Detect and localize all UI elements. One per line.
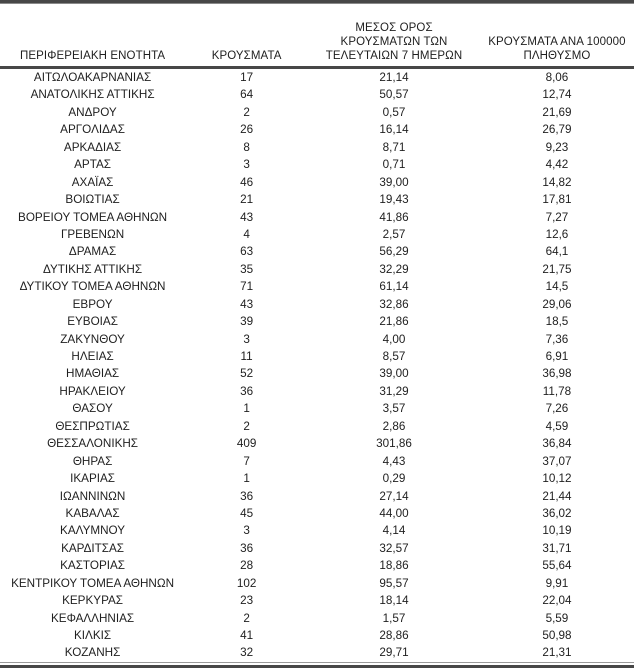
cell-regional-unit: ΚΟΖΑΝΗΣ — [64, 646, 121, 660]
cell-7day-average: 50,57 — [379, 88, 409, 102]
cell-cases: 64 — [240, 88, 254, 102]
cell-cases-per-100000: 8,06 — [545, 71, 569, 84]
table-row — [0, 104, 634, 121]
cell-cases: 17 — [240, 71, 254, 84]
table-row — [0, 627, 634, 644]
cell-cases-per-100000: 55,64 — [542, 559, 572, 573]
cell-regional-unit: ΚΙΛΚΙΣ — [74, 629, 112, 642]
table-row — [0, 121, 634, 138]
cell-cases-per-100000: 21,44 — [542, 489, 572, 503]
cell-regional-unit: ΙΩΑΝΝΙΝΩΝ — [59, 489, 126, 503]
cell-cases: 43 — [240, 210, 254, 224]
cell-regional-unit: ΙΚΑΡΙΑΣ — [70, 472, 116, 486]
cell-cases: 23 — [240, 594, 254, 608]
cell-cases-per-100000: 18,5 — [545, 315, 569, 329]
table-row — [0, 174, 634, 191]
cell-regional-unit: ΔΡΑΜΑΣ — [68, 245, 117, 259]
table-row — [0, 313, 634, 330]
cell-regional-unit: ΚΑΒΑΛΑΣ — [65, 506, 120, 520]
cell-cases: 3 — [243, 158, 250, 172]
cell-cases-per-100000: 4,42 — [545, 158, 569, 172]
cell-cases-per-100000: 36,02 — [542, 506, 572, 520]
table-row — [0, 418, 634, 435]
table-row — [0, 522, 634, 539]
cell-cases: 36 — [240, 541, 254, 555]
table-row — [0, 296, 634, 313]
table-row — [0, 540, 634, 557]
table-row — [0, 348, 634, 365]
cell-regional-unit: ΑΡΓΟΛΙΔΑΣ — [60, 123, 125, 137]
header-line: ΠΛΗΘΥΣΜΟ — [523, 50, 591, 62]
cell-cases: 7 — [243, 454, 250, 468]
cell-cases-per-100000: 12,6 — [545, 227, 569, 241]
cell-regional-unit: ΒΟΡΕΙΟΥ ΤΟΜΕΑ ΑΘΗΝΩΝ — [18, 210, 168, 224]
cell-cases-per-100000: 31,71 — [542, 541, 572, 555]
table-row — [0, 383, 634, 400]
cell-cases: 28 — [240, 559, 254, 573]
cell-regional-unit: ΑΡΚΑΔΙΑΣ — [63, 140, 122, 154]
header-line: ΚΡΟΥΣΜΑΤΑ ΑΝΑ 100000 — [488, 36, 626, 48]
cell-cases: 8 — [243, 140, 250, 154]
cell-cases: 2 — [243, 611, 250, 625]
cell-regional-unit: ΚΑΛΥΜΝΟΥ — [60, 524, 126, 538]
cell-cases-per-100000: 12,74 — [542, 88, 572, 102]
cell-7day-average: 56,29 — [379, 245, 409, 259]
table-body — [0, 69, 634, 662]
cell-7day-average: 1,57 — [382, 611, 406, 625]
column-header-7day-average — [308, 21, 480, 63]
cell-cases-per-100000: 7,27 — [545, 210, 569, 224]
cell-cases: 46 — [240, 175, 254, 189]
table-row — [0, 400, 634, 417]
table-row — [0, 644, 634, 661]
cell-regional-unit: ΑΙΤΩΛΟΑΚΑΡΝΑΝΙΑΣ — [33, 71, 152, 84]
table-row — [0, 139, 634, 156]
cell-cases: 1 — [243, 472, 250, 486]
cell-7day-average: 27,14 — [379, 489, 409, 503]
column-header-cases — [185, 49, 308, 63]
cell-7day-average: 2,86 — [382, 419, 406, 433]
cell-7day-average: 32,86 — [379, 297, 409, 311]
cell-regional-unit: ΒΟΙΩΤΙΑΣ — [65, 193, 120, 207]
cell-regional-unit: ΘΕΣΠΡΩΤΙΑΣ — [55, 419, 130, 433]
cell-cases-per-100000: 6,91 — [545, 350, 569, 363]
cell-7day-average: 41,86 — [379, 210, 409, 224]
cell-cases: 45 — [240, 506, 254, 520]
table-row — [0, 209, 634, 226]
cell-7day-average: 0,57 — [382, 105, 406, 119]
column-header-cases-per-100000 — [480, 35, 634, 63]
table-row — [0, 69, 634, 86]
table-row — [0, 86, 634, 103]
cell-cases: 39 — [240, 315, 254, 329]
header-line: ΜΕΣΟΣ ΟΡΟΣ — [355, 22, 433, 34]
cell-regional-unit: ΑΡΤΑΣ — [74, 158, 111, 172]
cell-regional-unit: ΚΑΡΔΙΤΣΑΣ — [61, 541, 125, 555]
cell-cases-per-100000: 50,98 — [542, 629, 572, 642]
cell-cases-per-100000: 10,12 — [542, 472, 572, 486]
table-row — [0, 331, 634, 348]
table-row — [0, 365, 634, 382]
cell-7day-average: 21,14 — [379, 71, 409, 84]
cell-7day-average: 39,00 — [379, 367, 409, 381]
cell-cases: 63 — [240, 245, 254, 259]
cell-cases-per-100000: 7,36 — [545, 332, 569, 346]
table-row — [0, 261, 634, 278]
cell-cases-per-100000: 37,07 — [542, 454, 572, 468]
cell-cases-per-100000: 9,91 — [545, 576, 569, 590]
cell-regional-unit: ΑΝΑΤΟΛΙΚΗΣ ΑΤΤΙΚΗΣ — [30, 88, 155, 102]
table-row — [0, 243, 634, 260]
column-header-regional-unit — [0, 49, 185, 63]
cell-cases-per-100000: 29,06 — [542, 297, 572, 311]
cell-cases: 36 — [240, 489, 254, 503]
cell-cases: 4 — [243, 227, 250, 241]
cell-7day-average: 32,57 — [379, 541, 409, 555]
cell-7day-average: 61,14 — [379, 280, 409, 294]
cell-regional-unit: ΚΕΡΚΥΡΑΣ — [62, 594, 124, 608]
cell-7day-average: 3,57 — [382, 402, 406, 416]
cell-regional-unit: ΗΜΑΘΙΑΣ — [66, 367, 120, 381]
cell-cases-per-100000: 21,75 — [542, 262, 572, 276]
cell-7day-average: 4,00 — [382, 332, 406, 346]
header-line: ΚΡΟΥΣΜΑΤΑ — [211, 50, 282, 62]
cell-7day-average: 301,86 — [376, 437, 412, 451]
cell-cases: 21 — [240, 193, 254, 207]
cell-cases-per-100000: 7,26 — [545, 402, 569, 416]
cell-regional-unit: ΚΑΣΤΟΡΙΑΣ — [60, 559, 126, 573]
cell-regional-unit: ΗΛΕΙΑΣ — [71, 350, 114, 363]
cell-7day-average: 0,29 — [382, 472, 406, 486]
table-row — [0, 435, 634, 452]
cell-cases: 3 — [243, 524, 250, 538]
cell-cases: 71 — [240, 280, 254, 294]
cell-regional-unit: ΗΡΑΚΛΕΙΟΥ — [59, 384, 126, 398]
cell-7day-average: 21,86 — [379, 315, 409, 329]
table-row — [0, 610, 634, 627]
table-header-row — [0, 4, 634, 69]
cell-cases: 3 — [243, 332, 250, 346]
cell-cases-per-100000: 14,82 — [542, 175, 572, 189]
cell-cases: 1 — [243, 402, 250, 416]
cell-cases-per-100000: 26,79 — [542, 123, 572, 137]
cell-cases-per-100000: 17,81 — [542, 193, 572, 207]
cell-7day-average: 31,29 — [379, 384, 409, 398]
cell-regional-unit: ΔΥΤΙΚΗΣ ΑΤΤΙΚΗΣ — [43, 262, 143, 276]
table-row — [0, 557, 634, 574]
cell-regional-unit: ΕΒΡΟΥ — [72, 297, 113, 311]
cell-7day-average: 8,57 — [382, 350, 406, 363]
cell-cases-per-100000: 14,5 — [545, 280, 569, 294]
cell-cases-per-100000: 36,84 — [542, 437, 572, 451]
table-row — [0, 488, 634, 505]
cell-cases-per-100000: 5,59 — [545, 611, 569, 625]
cell-regional-unit: ΘΑΣΟΥ — [72, 402, 113, 416]
cell-cases: 43 — [240, 297, 254, 311]
cell-regional-unit: ΚΕΝΤΡΙΚΟΥ ΤΟΜΕΑ ΑΘΗΝΩΝ — [11, 576, 175, 590]
cell-regional-unit: ΘΕΣΣΑΛΟΝΙΚΗΣ — [47, 437, 139, 451]
cell-7day-average: 95,57 — [379, 576, 409, 590]
header-line: ΤΕΛΕΥΤΑΙΩΝ 7 ΗΜΕΡΩΝ — [325, 50, 463, 62]
cell-regional-unit: ΘΗΡΑΣ — [72, 454, 113, 468]
table-row — [0, 156, 634, 173]
cell-7day-average: 0,71 — [382, 158, 406, 172]
cell-7day-average: 18,14 — [379, 594, 409, 608]
cell-cases-per-100000: 11,78 — [542, 384, 572, 398]
cell-cases-per-100000: 21,31 — [542, 646, 572, 660]
cell-cases: 32 — [240, 646, 254, 660]
cell-cases: 26 — [240, 123, 254, 137]
cell-regional-unit: ΔΥΤΙΚΟΥ ΤΟΜΕΑ ΑΘΗΝΩΝ — [19, 280, 166, 294]
cell-cases: 35 — [240, 262, 254, 276]
cell-regional-unit: ΕΥΒΟΙΑΣ — [67, 315, 118, 329]
cell-cases: 102 — [236, 576, 257, 590]
cell-7day-average: 4,43 — [382, 454, 406, 468]
header-line: ΚΡΟΥΣΜΑΤΩΝ ΤΩΝ — [340, 36, 448, 48]
cell-7day-average: 8,71 — [382, 140, 406, 154]
table-row — [0, 278, 634, 295]
cell-7day-average: 4,14 — [382, 524, 406, 538]
table-row — [0, 226, 634, 243]
cell-cases-per-100000: 36,98 — [542, 367, 572, 381]
header-line: ΠΕΡΙΦΕΡΕΙΑΚΗ ΕΝΟΤΗΤΑ — [19, 50, 166, 62]
cell-cases-per-100000: 21,69 — [542, 105, 572, 119]
cell-regional-unit: ΑΝΔΡΟΥ — [68, 105, 117, 119]
cell-regional-unit: ΚΕΦΑΛΛΗΝΙΑΣ — [50, 611, 135, 625]
cell-cases: 52 — [240, 367, 254, 381]
cell-7day-average: 29,71 — [379, 646, 409, 660]
cell-cases-per-100000: 10,19 — [542, 524, 572, 538]
cell-cases: 2 — [243, 105, 250, 119]
cell-cases-per-100000: 64,1 — [545, 245, 569, 259]
table-row — [0, 470, 634, 487]
cell-7day-average: 18,86 — [379, 559, 409, 573]
table-row — [0, 575, 634, 592]
cell-7day-average: 32,29 — [379, 262, 409, 276]
cell-cases: 11 — [240, 350, 253, 363]
cell-7day-average: 44,00 — [379, 506, 409, 520]
table-row — [0, 505, 634, 522]
cell-7day-average: 2,57 — [382, 227, 406, 241]
cell-cases-per-100000: 22,04 — [542, 594, 572, 608]
cell-7day-average: 16,14 — [379, 123, 409, 137]
cell-7day-average: 19,43 — [379, 193, 409, 207]
cell-regional-unit: ΓΡΕΒΕΝΩΝ — [60, 227, 125, 241]
cell-cases-per-100000: 4,59 — [545, 419, 569, 433]
cell-cases: 41 — [240, 629, 254, 642]
cell-regional-unit: ΑΧΑΪΑΣ — [71, 175, 114, 189]
cell-cases-per-100000: 9,23 — [545, 140, 569, 154]
cell-cases: 2 — [243, 419, 250, 433]
table-row — [0, 191, 634, 208]
cell-cases: 36 — [240, 384, 254, 398]
cell-7day-average: 28,86 — [379, 629, 409, 642]
table-row — [0, 592, 634, 609]
cell-7day-average: 39,00 — [379, 175, 409, 189]
table-bottom-rule — [0, 662, 634, 668]
cell-cases: 409 — [236, 437, 257, 451]
table-row — [0, 453, 634, 470]
cell-regional-unit: ΖΑΚΥΝΘΟΥ — [60, 332, 125, 346]
